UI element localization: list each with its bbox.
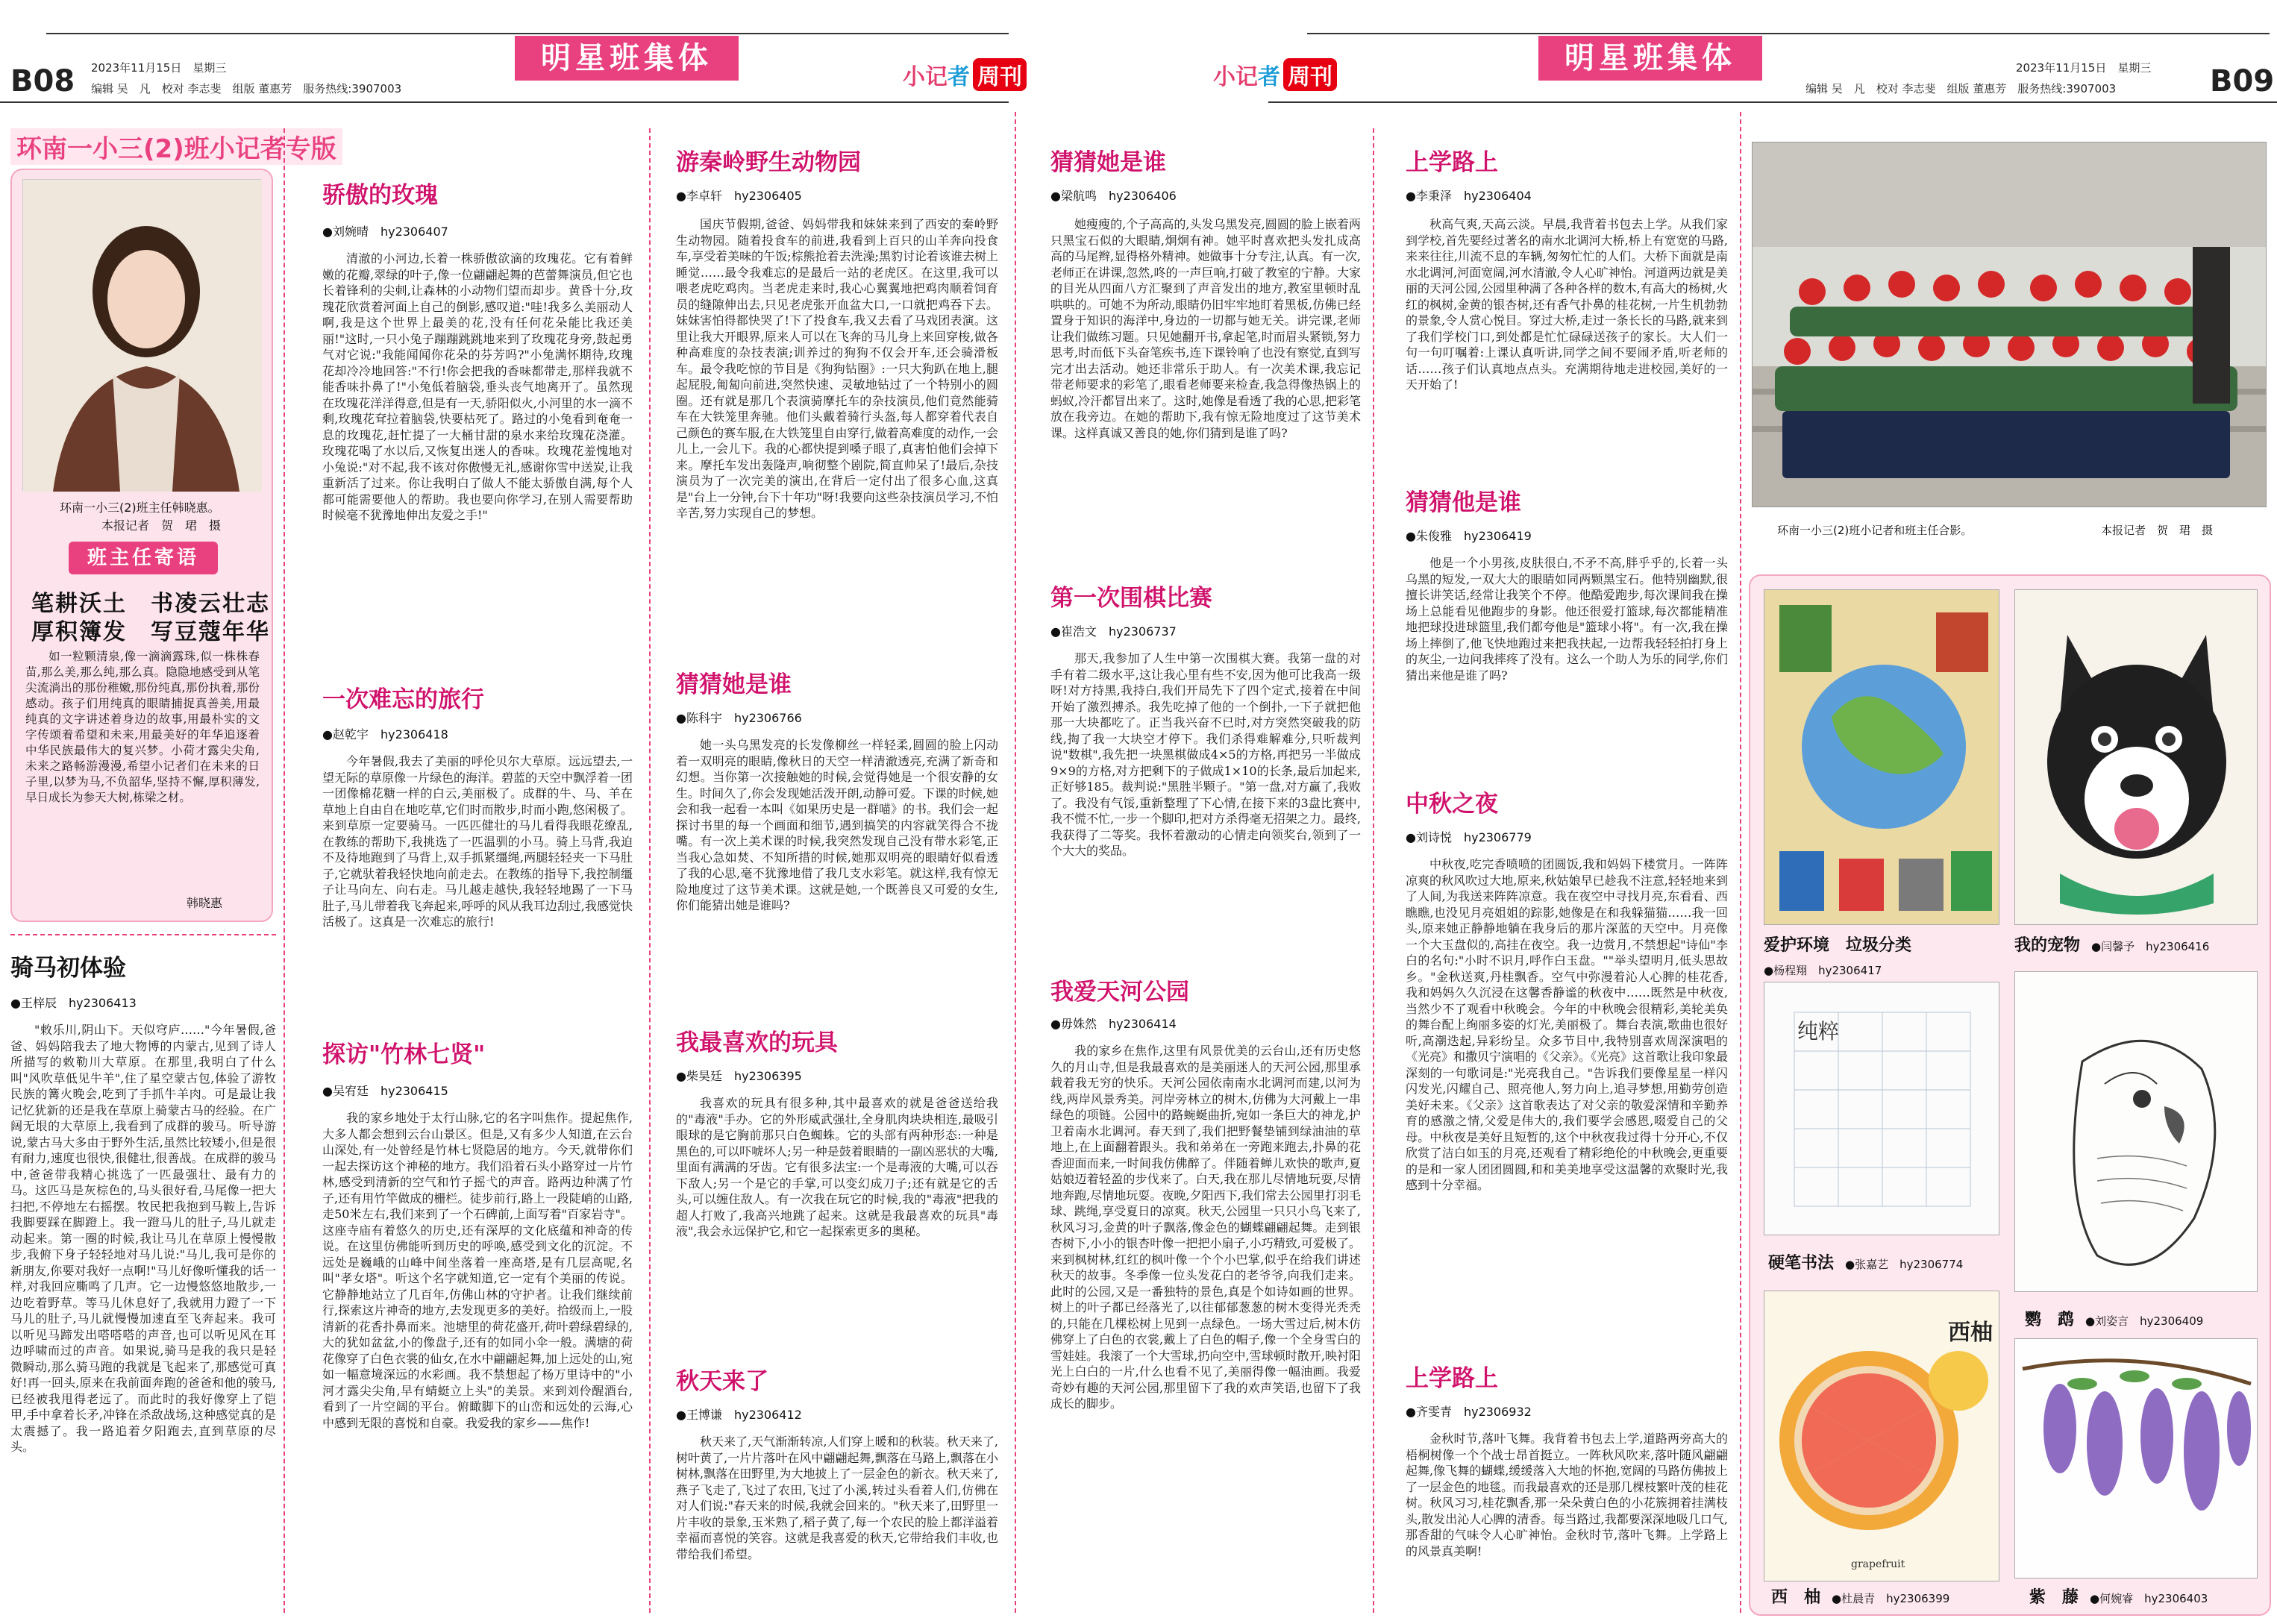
grapefruit-label: 西柚 [1948,1320,1993,1346]
issue-date-left: 2023年11月15日 星期三 [91,61,227,75]
teacher-photo-caption: 环南一小三(2)班主任韩晓惠。 [60,501,220,515]
header-top-rule-right [1307,33,2270,34]
article-body: 金秋时节,落叶飞舞。我背着书包去上学,道路两旁高大的梧桐树像一个个战士昂首挺立。一阵秋风吹来,落叶随风翩翩起舞,像飞舞的蝴蝶,缓缓落入大地的怀抱,宽阔的马路仿佛披上了一层金色的地毯。而我最喜欢的还是那几棵枝繁叶茂的桂花树。秋风习习,桂花飘香,那一朵朵黄白色的小花簇拥着挂满枝头,散发出沁人心脾的清香。每当路过,我都要深深地吸几口气,那香甜的气味令人心旷神怡。金秋时节,落叶飞舞。上学路上的风景真美啊! [1406,1432,1728,1558]
article-title: 游秦岭野生动物园 [676,149,861,176]
teacher-motto-line1: 笔耕沃土 书凌云壮志 [31,591,270,617]
article-body: 我的家乡地处于太行山脉,它的名字叫焦作。提起焦作,大多人都会想到云台山景区。但是,又有多少人知道,在云台山深处,有一处曾经是竹林七贤隐居的地方。今天,就带你们一起去探访这个神秘的地方。我们沿着石头小路穿过一片竹林,感受到清新的空气和竹子摇弋的声音。路两边种满了竹子,还有用竹竿做成的栅栏。徒步前行,路上一段陡峭的山路,走50米左右,我们来到了一个石碑前,上面写着"百家岩寺"。这座寺庙有着悠久的历史,还有深厚的文化底蕴和神奇的传说。在这里仿佛能听到历史的呼唤,感受到文化的沉淀。不远处是巍峨的山峰中间坐落着一座高塔,是有几层高呢,名叫"孝女塔"。听这个名字就知道,它一定有个美丽的传说。它静静地站立了几百年,仿佛山林的守护者。让我们继续前行,探索这片神奇的地方,去发现更多的美好。拾级而上,一股清新的花香扑鼻而来。池塘里的荷花盛开,荷叶碧绿碧绿的,大的犹如盆盆,小的像盘子,还有的如同小伞一般。满塘的荷花像穿了白色衣裳的仙女,在水中翩翩起舞,加上远处的山,宛如一幅意境深远的水彩画。我不禁想起了杨万里诗中的"小河才露尖尖角,早有蜻蜓立上头"的美景。来到刘伶醒酒台,看到了一片空阔的平台。俯瞰脚下的山峦和远处的云海,心中感到无限的喜悦和自豪。我爱我的家乡——焦作! [322,1111,633,1430]
article-body: 他是一个小男孩,皮肤很白,不矛不高,胖乎乎的,长着一头乌黑的短发,一双大大的眼睛如同两颗黑宝石。他特别幽默,很擅长讲笑话,经常让我笑个不停。他酷爱跑步,每次课间我在操场上总能看见他跑步的身影。他还很爱打篮球,每次都能精准地把球投进球篮里,我们都夸他是"篮球小将"。有一次,我在操场上摔倒了,他飞快地跑过来把我扶起,一边帮我轻轻拍打身上的灰尘,一边问我摔疼了没有。这么一个助人为乐的同学,你们猜出来他是谁了吗? [1406,556,1728,683]
issue-date-right: 2023年11月15日 星期三 [2016,61,2152,75]
article-title: 中秋之夜 [1406,791,1498,818]
article-title: 探访"竹林七贤" [322,1041,486,1068]
article-byline: ●王博谦 hy2306412 [676,1408,802,1422]
article-byline: ●朱俊雅 hy2306419 [1406,529,1532,543]
column-divider [284,128,285,1613]
artwork-title-with-author: 紫 藤 ●何婉睿 hy2306403 [2029,1588,2208,1607]
grapefruit-label-en: grapefruit [1851,1558,1905,1570]
group-photo [1752,142,2267,507]
article-byline: ●吴宥廷 hy2306415 [322,1084,448,1098]
header-top-rule-left [46,33,1009,34]
article-body: 中秋夜,吃完香喷喷的团圆饭,我和妈妈下楼赏月。一阵阵凉爽的秋风吹过大地,原来,秋姑娘早已趁我不注意,轻轻地来到了人间,为我送来阵阵凉意。我在夜空中寻找月亮,东看看、西瞧瞧,也没见月亮姐姐的踪影,她像是在和我躲猫猫……我一回头,原来她正静静地躺在我身后的那片深蓝的天空中。月亮像一个大玉盘似的,高挂在夜空。我一边赏月,不禁想起"诗仙"李白的名句:"小时不识月,呼作白玉盘。""举头望明月,低头思故乡。"金秋送爽,丹桂飘香。空气中弥漫着沁人心脾的桂花香,我和妈妈久久沉浸在这馨香静谧的秋夜中……既然是中秋夜,当然少不了观看中秋晚会。今年的中秋晚会很精彩,美轮美奂的舞台配上绚丽多姿的灯光,美丽极了。舞台表演,歌曲也很好听,高潮迭起,异彩纷呈。众多节目中,我特别喜欢周深演唱的《光亮》和撒贝宁演唱的《父亲》。《光亮》这首歌让我印象最深刻的一句歌词是:"光亮我自己。"告诉我们要像星星一样闪闪发光,闪耀自己、照亮他人,努力向上,追寻梦想,用勤劳创造美好未来。《父亲》这首歌表达了对父亲的敬爱深情和辛勤养育的感激之情,父爱是伟大的,我们要学会感恩,啜爱自己的父母。中秋夜是美好且短暂的,这个中秋夜我过得十分开心,不仅欣赏了洁白如玉的月亮,还观看了精彩绝伦的中秋晚会,更重要的是和一家人团团圆圆,和和美美地享受这温馨的欢聚时光,我感到十分幸福。 [1406,857,1728,1192]
article-body: 秋天来了,天气渐渐转凉,人们穿上暖和的秋装。秋天来了,树叶黄了,一片片落叶在风中翩翩起舞,飘落在马路上,飘落在小树林,飘落在田野里,为大地披上了一层金色的新衣。秋天来了,燕子飞走了,飞过了农田,飞过了小溪,转过头看着人们,仿佛在对人们说:"春天来的时候,我就会回来的。"秋天来了,田野里一片丰收的景象,玉米熟了,稻子黄了,每一个农民的脸上都洋溢着幸福而喜悦的笑容。这就是我喜爱的秋天,它带给我们丰收,也带给我们希望。 [676,1435,998,1561]
article-title: 猜猜他是谁 [1406,489,1521,516]
weekly-logo-right: 小记者 周刊 [1213,58,1337,91]
article-byline: ●齐雯青 hy2306932 [1406,1405,1532,1419]
header-bottom-rule-left [0,101,1009,103]
page-number-right: B09 [2210,64,2275,98]
teacher-message: 如一粒颗清泉,像一滴滴露珠,似一株株春苗,那么美,那么纯,那么真。隐隐地感受到从笔尖流淌出的那份稚嫩,那份纯真,那份执着,那份感动。孩子们用纯真的眼睛捕捉真善美,用最纯真的文字讲述着身边的故事,用最朴实的文字传颂着希望和未来,用最美好的年华追逐着中华民族最伟大的复兴梦。小荷才露尖尖角,未来之路畅游漫漫,希望小记者们在未来的日子里,以梦为马,不负韶华,坚持不懈,厚积薄发,早日成长为参天大树,栋梁之材。 [25,650,260,804]
column-divider [1015,112,1016,1613]
article-title: 猜猜她是谁 [1050,149,1166,176]
article-byline: ●崔浩文 hy2306737 [1050,624,1177,639]
teacher-motto-line2: 厚积簿发 写豆蔻年华 [31,619,270,645]
article-byline: ●刘婉晴 hy2306407 [322,225,448,239]
article-title: 我爱天河公园 [1050,979,1189,1006]
page-number-left: B08 [10,64,75,98]
article-body: 她一头乌黑发亮的长发像柳丝一样轻柔,圆圆的脸上闪动着一双明亮的眼睛,像秋日的天空一样清澈透亮,充满了新奇和幻想。当你第一次接触她的时候,会觉得她是一个很安静的女生。时间久了,你会发现她活泼开朗,动静可爱。下课的时候,她会和我一起看一本叫《如果历史是一群喵》的书。我们会一起探讨书里的每一个画面和细节,遇到搞笑的内容就笑得合不拢嘴。有一次上美术课的时候,我突然发现自己没有带水彩笔,正当我心急如焚、不知所措的时候,她那双明亮的眼睛好似看透了我的心思,毫不犹豫地借了我几支水彩笔。就这样,我有惊无险地度过了这节美术课。这就是她,一个既善良又可爱的女生,你们能猜出她是谁吗? [676,738,998,912]
section-banner-left: 明星班集体 [515,36,739,81]
article-title: 骄傲的玫瑰 [322,182,438,209]
article-body: 清澈的小河边,长着一株骄傲欲滴的玫瑰花。它有着鲜嫩的花瓣,翠绿的叶子,像一位翩翩起舞的芭蕾舞演员,但它也长着锋利的尖刺,让森林的小动物们望而却步。黄昏十分,玫瑰花欣赏着河面上自己的倒影,感叹道:"哇!我多么美丽动人啊,我是这个世界上最美的花,没有任何花朵能比我还美丽!"这时,一只小兔子蹦蹦跳跳地来到了玫瑰花身旁,鼓起勇气对它说:"我能闻闻你花朵的芬芳吗?"小兔满怀期待,玫瑰花却冷冷地回答:"不行!你会把我的香味都带走,那样我就不能香味扑鼻了!"小兔低着脑袋,垂头丧气地离开了。虽然现在玫瑰花洋洋得意,但是有一天,骄阳似火,小河里的水一滴不剩,玫瑰花耷拉着脑袋,快要枯死了。路过的小兔看到奄奄一息的玫瑰花,赶忙提了一大桶甘甜的泉水来给玫瑰花浇灌。玫瑰花喝了水以后,又恢复出迷人的香味。玫瑰花羞愧地对小兔说:"对不起,我不该对你傲慢无礼,感谢你雪中送炭,让我重新活了过来。你让我明白了做人不能太骄傲自满,每个人都可能需要他人的帮助。我也要向你学习,在别人需要帮助时候毫不犹豫地伸出友爱之手!" [322,251,633,522]
artwork-title-with-author: 我的宠物 ●闫馨予 hy2306416 [2014,936,2210,955]
article-byline: ●梁航鸣 hy2306406 [1050,189,1177,203]
artwork-pet [2014,589,2258,925]
teacher-message-tag: 班主任寄语 [69,542,218,574]
artwork-environment [1764,589,1999,925]
article-title: 上学路上 [1406,1365,1498,1392]
artwork-title-with-author: 西 柚 ●杜晨青 hy2306399 [1771,1588,1950,1607]
article-byline: ●毋姝然 hy2306414 [1050,1017,1177,1031]
artwork-grapefruit [1764,1291,1999,1581]
special-edition-title: 环南一小三(2)班小记者专版 [10,128,342,165]
artwork-title-with-author: 鹦 鹉 ●刘姿言 hy2306409 [2025,1311,2204,1329]
teacher-signature: 韩晓惠 [187,896,223,910]
article-body: 她瘦瘦的,个子高高的,头发乌黑发亮,圆圆的脸上嵌着两只黑宝石似的大眼睛,炯炯有神。她平时喜欢把头发扎成高高的马尾辫,显得格外精神。她做事十分专注,认真。有一次,老师正在讲课,忽然,咚的一声巨响,打破了教室的宁静。大家的目光从四面八方汇聚到了声音发出的地方,教室里顿时乱哄哄的。可她不为所动,眼睛仍旧牢牢地盯着黑板,仿佛已经置身于知识的海洋中,身边的一切都与她无关。讲完课,老师让我们做练习题。只见她翻开书,拿起笔,时而眉头紧锁,努力思考,时而低下头奋笔疾书,连下课铃响了也没有察觉,直到写完才出去活动。她还非常乐于助人。有一次美术课,我忘记带老师要求的彩笔了,眼看老师要来检查,我急得像热锅上的蚂蚁,冷汗都冒出来了。这时,她像是看透了我的心思,把彩笔放在我旁边。在她的帮助下,我有惊无险地度过了这节美术课。这样真诚又善良的她,你们猜到是谁了吗? [1050,217,1361,440]
article-body: 我的家乡在焦作,这里有风景优美的云台山,还有历史悠久的月山寺,但是我最喜欢的是美丽迷人的天河公园,那里承载着我无穷的快乐。天河公园依南南水北调河而建,以河为线,两岸风景秀美。河岸旁林立的树木,仿佛为大河戴上一串绿色的项链。公园中的路蜿蜒曲折,宛如一条巨大的神龙,护卫着南水北调河。春天到了,我们把野餐垫铺到绿油油的草地上,在上面翻着跟头。我和弟弟在一旁跑来跑去,扑鼻的花香迎面而来,一时间我仿佛醉了。伴随着蝉儿欢快的歌声,夏姑娘迈着轻盈的步伐来了。白天,我在那儿尽情地玩耍,尽情地奔跑,尽情地玩耍。夜晚,夕阳西下,我们常去公园里打羽毛球、跳绳,享受夏日的凉爽。秋天,公园里一只只小鸟飞来了,秋风习习,金黄的叶子飘落,像金色的蝴蝶翩翩起舞。走到银杏树下,小小的银杏叶像一把把小扇子,小巧精致,可爱极了。来到枫树林,红红的枫叶像一个个小巴掌,似乎在给我们讲述秋天的故事。冬季像一位头发花白的老爷爷,向我们走来。此时的公园,又是一番独特的景色,真是个如诗如画的世界。树上的叶子都已经落光了,以往郁郁葱葱的树木变得光秃秃的,只能在几棵松树上见到一点绿色。一场大雪过后,树木仿佛穿上了白色的衣裳,戴上了白色的帽子,像一个全身雪白的雪娃娃。我滚了一个大雪球,扔向空中,雪球顿时散开,映衬阳光上白白的一片,什么也看不见了,美丽得像一幅油画。我爱奇妙有趣的天河公园,那里留下了我的欢声笑语,也留下了我成长的脚步。 [1050,1044,1361,1411]
section-divider [10,934,276,935]
article-byline: ●柴昊廷 hy2306395 [676,1069,802,1083]
article-byline: ●赵乾宇 hy2306418 [322,727,448,742]
column-divider [649,128,651,1613]
article-title: 上学路上 [1406,149,1498,176]
article-body: "敕乐川,阴山下。天似穹庐……"今年暑假,爸爸、妈妈陪我去了地大物博的内蒙古,见到了诗人所描写的敕勒川大草原。在那里,我明白了什么叫"风吹草低见牛羊",住了星空蒙古包,体验了游牧民族的篝火晚会,吃到了手抓牛羊肉。可是最让我记忆犹新的还是我在草原上骑蒙古马的经验。在广阔无垠的大草原上,我看到了成群的骏马。听导游说,蒙古马大多由于野外生活,虽然比较矮小,但是很有耐力,速度也很快,很健壮,很善战。在成群的骏马中,爸爸带我精心挑选了一匹最强壮、最有力的马。这匹马是灰棕色的,马头很好看,马尾像一把大扫把,不停地左右摇摆。牧民把我抱到马鞍上,告诉我脚要踩在脚蹬上。我一蹬马儿的肚子,马儿就走动起来。第一圈的时候,我让马儿在草原上慢慢散步,我俯下身子轻轻地对马儿说:"马儿,我可是你的新朋友,你要对我好一点啊!"马儿好像听懂我的话一样,对我回应嘶鸣了几声。它一边慢悠悠地散步,一边吃着野草。等马儿休息好了,我就用力蹬了一下马儿的肚子,马儿就慢慢加速直至飞奔起来。我可以听见马蹄发出嗒嗒嗒的声音,也可以听见风在耳边呼啸而过的声音。如果说,骑马是我的我只是轻微瞬动,那么骑马跑的我就是飞起来了,那感觉可真好!再一回头,原来在我前面奔跑的爸爸和他的骏马,已经被我甩得老远了。而此时的我好像穿上了铠甲,手中拿着长矛,冲锋在杀敌战场,这种感觉真的是太震撼了。我一路追着夕阳跑去,直到草原的尽头。 [10,1023,276,1454]
artwork-title: 爱护环境 垃圾分类 [1764,936,1912,955]
group-photo-credit: 本报记者 贺 珺 摄 [2101,524,2214,537]
article-body: 国庆节假期,爸爸、妈妈带我和妹妹来到了西安的秦岭野生动物园。随着投食车的前进,我看到上百只的山羊奔向投食车,享受着美味的午饭;棕熊抢着去洗澡;黑豹讨论着该谁去树上睡觉……最令我难忘的是最后一站的老虎区。在这里,我可以喂老虎吃鸡肉。当老虎走来时,我心心翼翼地把鸡肉顺着饲育员的缝隙伸出去,只见老虎张开血盆大口,一口就把鸡吞下去。妹妹害怕得都快哭了!下了投食车,我又去看了马戏团表演。这里让我大开眼界,原来人可以在飞奔的马儿身上来回穿梭,做各种高难度的杂技表演;训养过的狗狗不仅会开车,还会骑滑板车。最令我吃惊的节目是《狗狗钻圈》:一只大狗趴在地上,腿起屁股,匍匐向前进,突然快速、灵敏地钻过了一个特别小的圆圈。还有就是那几个表演骑摩托车的杂技演员,他们竟然能骑车在大铁笼里奔驰。他们头戴着骑行头盔,每人都穿着代表自己颜色的赛车服,在大铁笼里自由穿行,做着高难度的动作,一会儿上,一会儿下。我的心都快提到嗓子眼了,真害怕他们会掉下来。摩托车发出轰隆声,响彻整个剧院,简直帅呆了!最后,杂技演员为了一次完美的演出,在背后一定付出了很多心血,这真是"台上一分钟,台下十年功"呀!我要向这些杂技演员学习,不怕辛苦,努力实现自己的梦想。 [676,217,998,520]
article-body: 那天,我参加了人生中第一次围棋大赛。我第一盘的对手有着二级水平,这让我心里有些不安,因为他可比我高一级呀!对方持黑,我持白,我们开局先下了四个定式,接着在中间开始了激烈搏杀。我先吃掉了他的一个倒扑,一下子就把他那一大块都吃了。正当我兴奋不已时,对方突然突破我的防线,掏了我一大块空才停下。我们杀得难解难分,只听裁判说"数棋",我先把一块黑棋做成4×5的方格,再把另一半做成9×9的方格,对方把剩下的子做成1×10的长条,最后加起来,正好够185。裁判说:"黑胜半颗子。"第一盘,对方赢了,我败了。我没有气馁,重新整理了下心情,在接下来的3盘比赛中,我不慌不忙,一步一个脚印,把对方杀得毫无招架之力。最终,我获得了二等奖。我怀着激动的心情走向领奖台,领到了一个大大的奖品。 [1050,651,1361,858]
calligraphy-heading: 纯粹 [1797,1019,1840,1044]
teacher-photo-credit: 本报记者 贺 珺 摄 [101,518,222,533]
artwork-wisteria [2014,1338,2258,1578]
article-byline: ●刘诗悦 hy2306779 [1406,830,1532,844]
article-title: 第一次围棋比赛 [1050,585,1212,612]
article-byline: ●李秉泽 hy2306404 [1406,189,1532,203]
article-title: 我最喜欢的玩具 [676,1029,838,1056]
artwork-author: ●杨程翔 hy2306417 [1764,964,1882,977]
column-divider [1373,128,1374,1613]
article-title: 秋天来了 [676,1368,768,1395]
article-byline: ●陈科宇 hy2306766 [676,711,802,725]
article-title: 猜猜她是谁 [676,671,792,698]
article-byline: ●李卓轩 hy2306405 [676,189,802,203]
editor-credits-left: 编辑 吴 凡 校对 李志斐 组版 董惠芳 服务热线:3907003 [91,82,402,95]
article-body: 秋高气爽,天高云淡。早晨,我背着书包去上学。从我们家到学校,首先要经过著名的南水北调河大桥,桥上有宽宽的马路,来来往往,川流不息的车辆,匆匆忙忙的人们。大桥下面就是南水北调河,河面宽阔,河水清澈,令人心旷神怡。河道两边就是美丽的天河公园,公园里种满了各种各样的数木,有高大的杨树,火红的枫树,金黄的银杏树,还有香气扑鼻的桂花树,一片生机勃勃的景象,令人赏心悦目。穿过大桥,走过一条长长的马路,就来到了我们学校门口,到处都是忙忙碌碌送孩子的家长。大人们一句一句叮嘱着:上课认真听讲,同学之间不要闹矛盾,听老师的话……孩子们认真地点点头。充满期待地走进校园,美好的一天开始了! [1406,217,1728,392]
weekly-logo-left: 小记者 周刊 [903,58,1027,91]
editor-credits-right: 编辑 吴 凡 校对 李志斐 组版 董惠芳 服务热线:3907003 [1805,82,2117,95]
header-bottom-rule-right [1268,101,2277,103]
article-title: 一次难忘的旅行 [322,686,484,713]
article-body: 今年暑假,我去了美丽的呼伦贝尔大草原。远远望去,一望无际的草原像一片绿色的海洋。碧蓝的天空中飘浮着一团一团像棉花糖一样的白云,美丽极了。成群的牛、马、羊在草地上自由自在地吃草,它们时而散步,时而小跑,悠闲极了。来到草原一定要骑马。一匹匹健壮的马儿看得我眼花缭乱,在教练的帮助下,我挑选了一匹温驯的小马。骑上马背,我迫不及待地跑到了马背上,双手抓紧缰绳,两腿轻轻夹一下马肚子,它就驮着我轻快地向前走去。在教练的指导下,我控制缰子让马向左、向右走。马儿越走越快,我轻轻地踢了一下马肚子,马儿带着我飞奔起来,呼呼的风从我耳边刮过,我感觉快活极了。这真是一次难忘的旅行! [322,754,633,929]
column-divider [1740,112,1741,1613]
teacher-photo [22,179,261,491]
artwork-title-with-author: 硬笔书法 ●张嘉艺 hy2306774 [1768,1254,1964,1273]
section-banner-right: 明星班集体 [1538,36,1762,81]
article-body: 我喜欢的玩具有很多种,其中最喜欢的就是爸爸送给我的"毒液"手办。它的外形威武强壮,全身肌肉块块相连,最吸引眼球的是它胸前那只白色蜘蛛。它的头部有两种形态:一种是黑色的,可以吓唬坏人;另一种是鼓着眼睛的一副凶恶状的大嘴,里面有满满的牙齿。它有很多法宝:一个是毒液的大嘴,可以吞下敌人;另一个是它的手掌,可以变幻成刀子;还有就是它的舌头,可以缠住敌人。有一次我在玩它的时候,我的"毒液"把我的超人打败了,我高兴地跳了起来。这就是我最喜欢的玩具"毒液",我会永远保护它,和它一起探索更多的奥秘。 [676,1096,998,1238]
article-byline: ●王梓辰 hy2306413 [10,996,137,1010]
artwork-calligraphy [1764,982,1999,1235]
artwork-parrot [2014,971,2258,1292]
group-photo-caption: 环南一小三(2)班小记者和班主任合影。 [1777,524,1973,537]
article-title: 骑马初体验 [10,955,126,982]
